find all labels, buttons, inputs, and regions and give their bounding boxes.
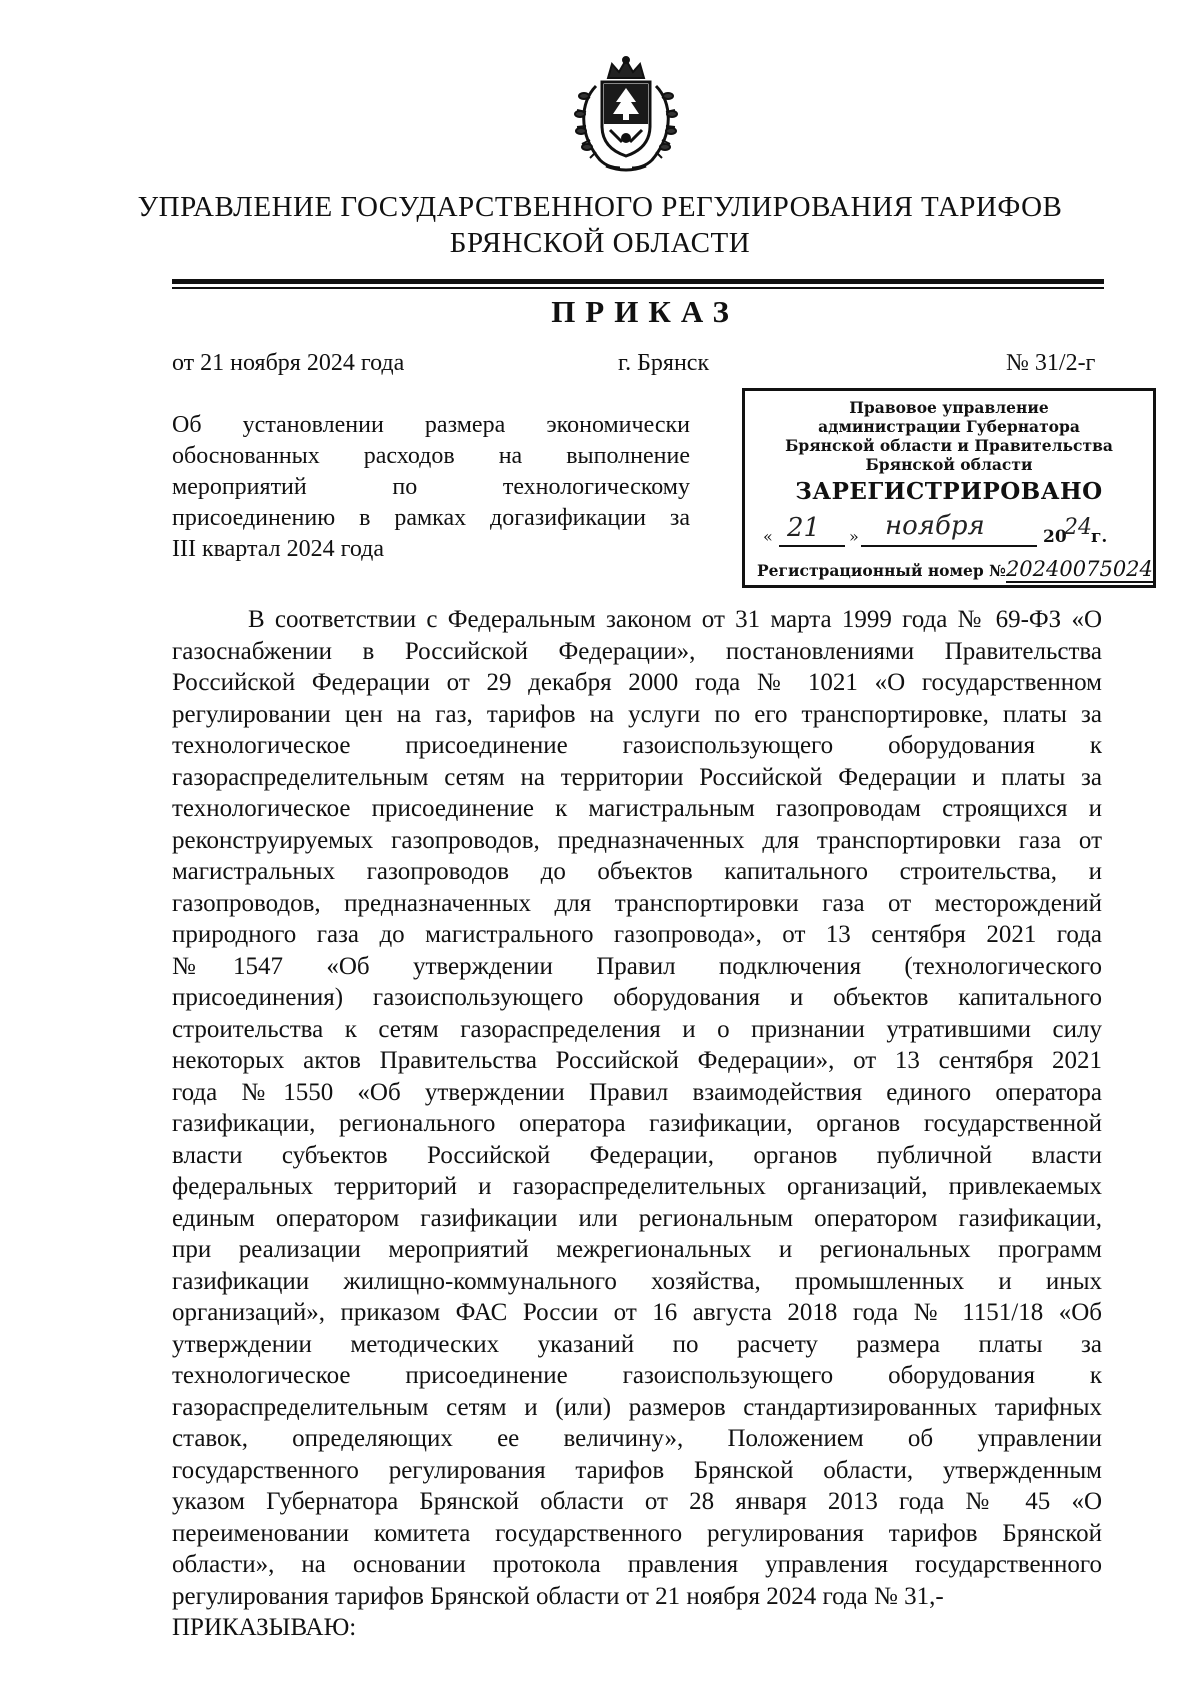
order-number: № 31/2-г bbox=[1006, 350, 1096, 376]
body-line: при реализации мероприятий межрегиональных и региональных программ bbox=[172, 1236, 1102, 1263]
body-line: единым оператором газификации или региональным оператором газификации, bbox=[172, 1204, 1102, 1232]
order-city: г. Брянск bbox=[618, 350, 710, 376]
body-line: Российской Федерации от 29 декабря 2000 года № 1021 «О государственном bbox=[172, 669, 1102, 696]
subject-line: мероприятий по технологическому bbox=[172, 474, 690, 500]
stamp-close-quote: » bbox=[849, 527, 859, 546]
stamp-year-prefix: 20 bbox=[1043, 527, 1067, 547]
body-line: переименовании комитета государственного регулирования тарифов Брянской bbox=[172, 1519, 1102, 1547]
body-line: власти субъектов Российской Федерации, органов публичной власти bbox=[172, 1141, 1102, 1169]
subject-line: Об установлении размера экономически bbox=[172, 412, 690, 438]
body-line: газификации, регионального оператора газификации, органов государственной bbox=[172, 1110, 1102, 1137]
stamp-line: Брянской области и Правительства bbox=[785, 436, 1113, 455]
stamp-open-quote: « bbox=[763, 527, 773, 546]
stamp-date-line bbox=[757, 511, 1143, 549]
body-line: газификации жилищно-коммунального хозяйства, промышленных и иных bbox=[172, 1267, 1102, 1295]
order-body bbox=[172, 604, 1102, 1644]
stamp-day-underline bbox=[779, 545, 845, 547]
stamp-year-unit: г. bbox=[1091, 527, 1108, 547]
body-line: присоединения) газоиспользующего оборудования и объектов капитального bbox=[172, 984, 1102, 1011]
body-line: ставок, определяющих ее величину», Положением об управлении bbox=[172, 1425, 1102, 1452]
stamp-registered-label: ЗАРЕГИСТРИРОВАНО bbox=[795, 478, 1103, 505]
body-line: года №1550 «Об утверждении Правил взаимодействия единого оператора bbox=[172, 1078, 1102, 1106]
body-line: В соответствии с Федеральным законом от 31 марта 1999 года № 69-ФЗ «О bbox=[248, 606, 1102, 633]
organization-name-line1: УПРАВЛЕНИЕ ГОСУДАРСТВЕННОГО РЕГУЛИРОВАНИЯ ТАРИФОВ bbox=[137, 191, 1063, 223]
body-line: некоторых актов Правительства Российской Федерации», от 13 сентября 2021 bbox=[172, 1047, 1102, 1074]
body-line: строительства к сетям газораспределения и о признании утратившими силу bbox=[172, 1015, 1102, 1043]
body-line: регулировании цен на газ, тарифов на услуги по его транспортировке, платы за bbox=[172, 700, 1102, 728]
stamp-regnum-value: 20240075024 bbox=[1005, 557, 1153, 581]
body-line: федеральных территорий и газораспределительных организаций, привлекаемых bbox=[172, 1173, 1102, 1200]
coat-of-arms-icon bbox=[566, 56, 686, 174]
body-line: государственного регулирования тарифов Брянской области, утвержденным bbox=[172, 1456, 1102, 1484]
order-word: ПРИКАЗЫВАЮ: bbox=[172, 1614, 357, 1641]
stamp-month-handwritten: ноября bbox=[885, 511, 985, 541]
body-line: области», на основании протокола правления управления государственного bbox=[172, 1551, 1102, 1578]
header-divider-thin bbox=[172, 287, 1104, 289]
stamp-regnum-label: Регистрационный номер № bbox=[757, 561, 1006, 580]
body-line: технологическое присоединение газоиспользующего оборудования к bbox=[172, 1362, 1102, 1389]
stamp-line: Правовое управление bbox=[849, 398, 1049, 417]
body-line: технологическое присоединение к магистральным газопроводам строящихся и bbox=[172, 795, 1102, 822]
body-line: газоснабжении в Российской Федерации», постановлениями Правительства bbox=[172, 637, 1102, 665]
body-line: №1547 «Об утверждении Правил подключения (технологического bbox=[172, 952, 1102, 980]
subject-line: III квартал 2024 года bbox=[172, 536, 385, 562]
order-date: от 21 ноября 2024 года bbox=[172, 350, 405, 376]
stamp-month-underline bbox=[861, 545, 1037, 547]
body-line: указом Губернатора Брянской области от 28 января 2013 года № 45 «О bbox=[172, 1488, 1102, 1515]
body-line: газораспределительным сетям на территории Российской Федерации и платы за bbox=[172, 763, 1102, 791]
body-line: природного газа до магистрального газопровода», от 13 сентября 2021 года bbox=[172, 921, 1102, 948]
stamp-registration-number bbox=[757, 557, 1153, 581]
body-line: реконструируемых газопроводов, предназначенных для транспортировки газа от bbox=[172, 826, 1102, 854]
body-line: технологическое присоединение газоиспользующего оборудования к bbox=[172, 732, 1102, 759]
order-subject bbox=[172, 410, 690, 565]
stamp-line: администрации Губернатора bbox=[818, 417, 1080, 436]
stamp-year-handwritten: 24 bbox=[1064, 515, 1092, 540]
registration-stamp bbox=[742, 388, 1156, 588]
body-line: регулирования тарифов Брянской области от 21 ноября 2024 года № 31,- bbox=[172, 1582, 944, 1610]
body-line: утверждении методических указаний по расчету размера платы за bbox=[172, 1330, 1102, 1358]
body-line: газораспределительным сетям и (или) размеров стандартизированных тарифных bbox=[172, 1393, 1102, 1421]
organization-name-line2: БРЯНСКОЙ ОБЛАСТИ bbox=[449, 227, 751, 259]
subject-line: обоснованных расходов на выполнение bbox=[172, 443, 690, 469]
body-line: организаций», приказом ФАС России от 16 августа 2018 года № 1151/18 «Об bbox=[172, 1299, 1102, 1326]
body-line: магистральных газопроводов до объектов капитального строительства, и bbox=[172, 858, 1102, 885]
stamp-line: Брянской области bbox=[865, 455, 1033, 474]
body-line: газопроводов, предназначенных для транспортировки газа от месторождений bbox=[172, 889, 1102, 917]
subject-line: присоединению в рамках догазификации за bbox=[172, 505, 690, 531]
header-divider-thick bbox=[172, 279, 1104, 284]
stamp-day-handwritten: 21 bbox=[787, 513, 821, 543]
document-type-title: ПРИКАЗ bbox=[551, 294, 739, 329]
